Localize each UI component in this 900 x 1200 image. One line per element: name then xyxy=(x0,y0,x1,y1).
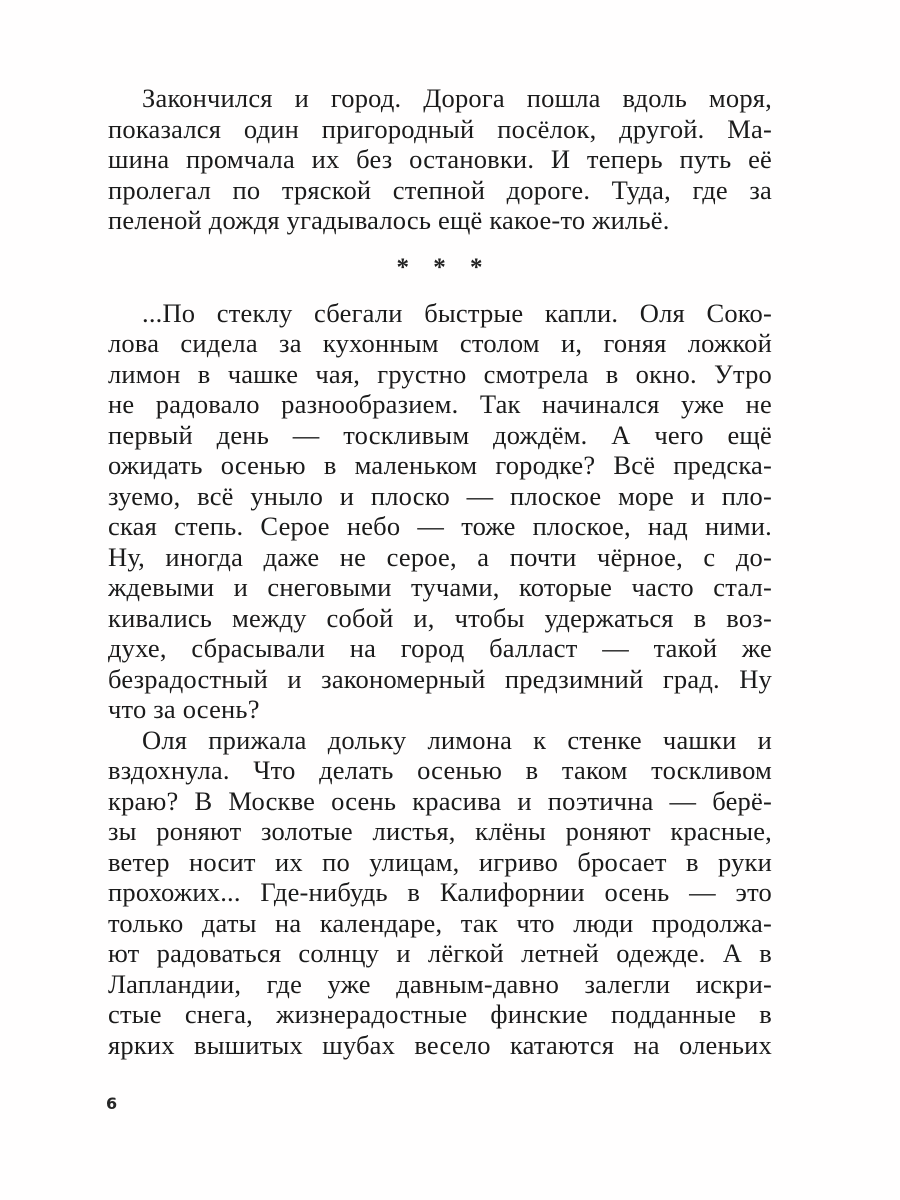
text-line: Закончился и город. Дорога пошла вдоль моря, xyxy=(142,83,772,113)
paragraph xyxy=(108,725,772,1061)
text-line: кивались между собой и, чтобы удержаться в воз- xyxy=(108,602,772,633)
text-line: зы роняют золотые листья, клёны роняют красные, xyxy=(108,816,772,846)
text-line: ждевыми и снеговыми тучами, которые часто стал- xyxy=(108,572,772,602)
text-line: безрадостный и закономерный предзимний град. Ну xyxy=(108,663,772,694)
section-separator: * * * xyxy=(396,253,484,281)
text-line: ветер носит их по улицам, игриво бросает в руки xyxy=(108,846,772,877)
text-line: духе, сбрасывали на город балласт — такой же xyxy=(108,633,772,663)
text-line: краю? В Москве осень красива и поэтична — берё- xyxy=(108,785,772,816)
text-line: не радовало разнообразием. Так начинался уже не xyxy=(108,389,772,419)
text-line: ют радоваться солнцу и лёгкой летней одежде. А в xyxy=(108,938,772,968)
text-line: лимон в чашке чая, грустно смотрела в окно. Утро xyxy=(108,358,772,389)
text-line: лова сидела за кухонным столом и, гоняя ложкой xyxy=(108,328,772,358)
text-line: ская степь. Серое небо — тоже плоское, над ними. xyxy=(108,511,772,541)
text-line: Лапландии, где уже давным-давно залегли искри- xyxy=(108,968,772,999)
paragraph xyxy=(108,83,772,236)
text-block xyxy=(108,83,772,1060)
text-line: зуемо, всё уныло и плоско — плоское море и пло- xyxy=(108,480,772,511)
text-line: шина промчала их без остановки. И теперь путь её xyxy=(108,144,772,174)
text-line: что за осень? xyxy=(108,694,260,724)
text-line: ожидать осенью в маленьком городке? Всё предска- xyxy=(108,450,772,480)
text-line: показался один пригородный посёлок, другой. Ма- xyxy=(108,113,772,144)
text-line: стые снега, жизнерадостные финские подданные в xyxy=(108,999,772,1029)
text-line: только даты на календаре, так что люди продолжа- xyxy=(108,907,772,938)
text-line: пролегал по тряской степной дороге. Туда, где за xyxy=(108,174,772,205)
text-line: пеленой дождя угадывалось ещё какое-то жильё. xyxy=(108,205,670,235)
text-line: Ну, иногда даже не серое, а почти чёрное, с до- xyxy=(108,541,772,572)
text-line: ...По стеклу сбегали быстрые капли. Оля Соко- xyxy=(142,297,772,328)
text-line: ярких вышитых шубах весело катаются на оленьих xyxy=(108,1029,772,1060)
text-line: вздохнула. Что делать осенью в таком тоскливом xyxy=(108,755,772,785)
text-line: первый день — тоскливым дождём. А чего ещё xyxy=(108,419,772,450)
page-number: 6 xyxy=(106,1094,118,1113)
text-line: Оля прижала дольку лимона к стенке чашки и xyxy=(142,724,772,755)
paragraph xyxy=(108,298,772,725)
text-line: прохожих... Где-нибудь в Калифорнии осень — это xyxy=(108,877,772,907)
